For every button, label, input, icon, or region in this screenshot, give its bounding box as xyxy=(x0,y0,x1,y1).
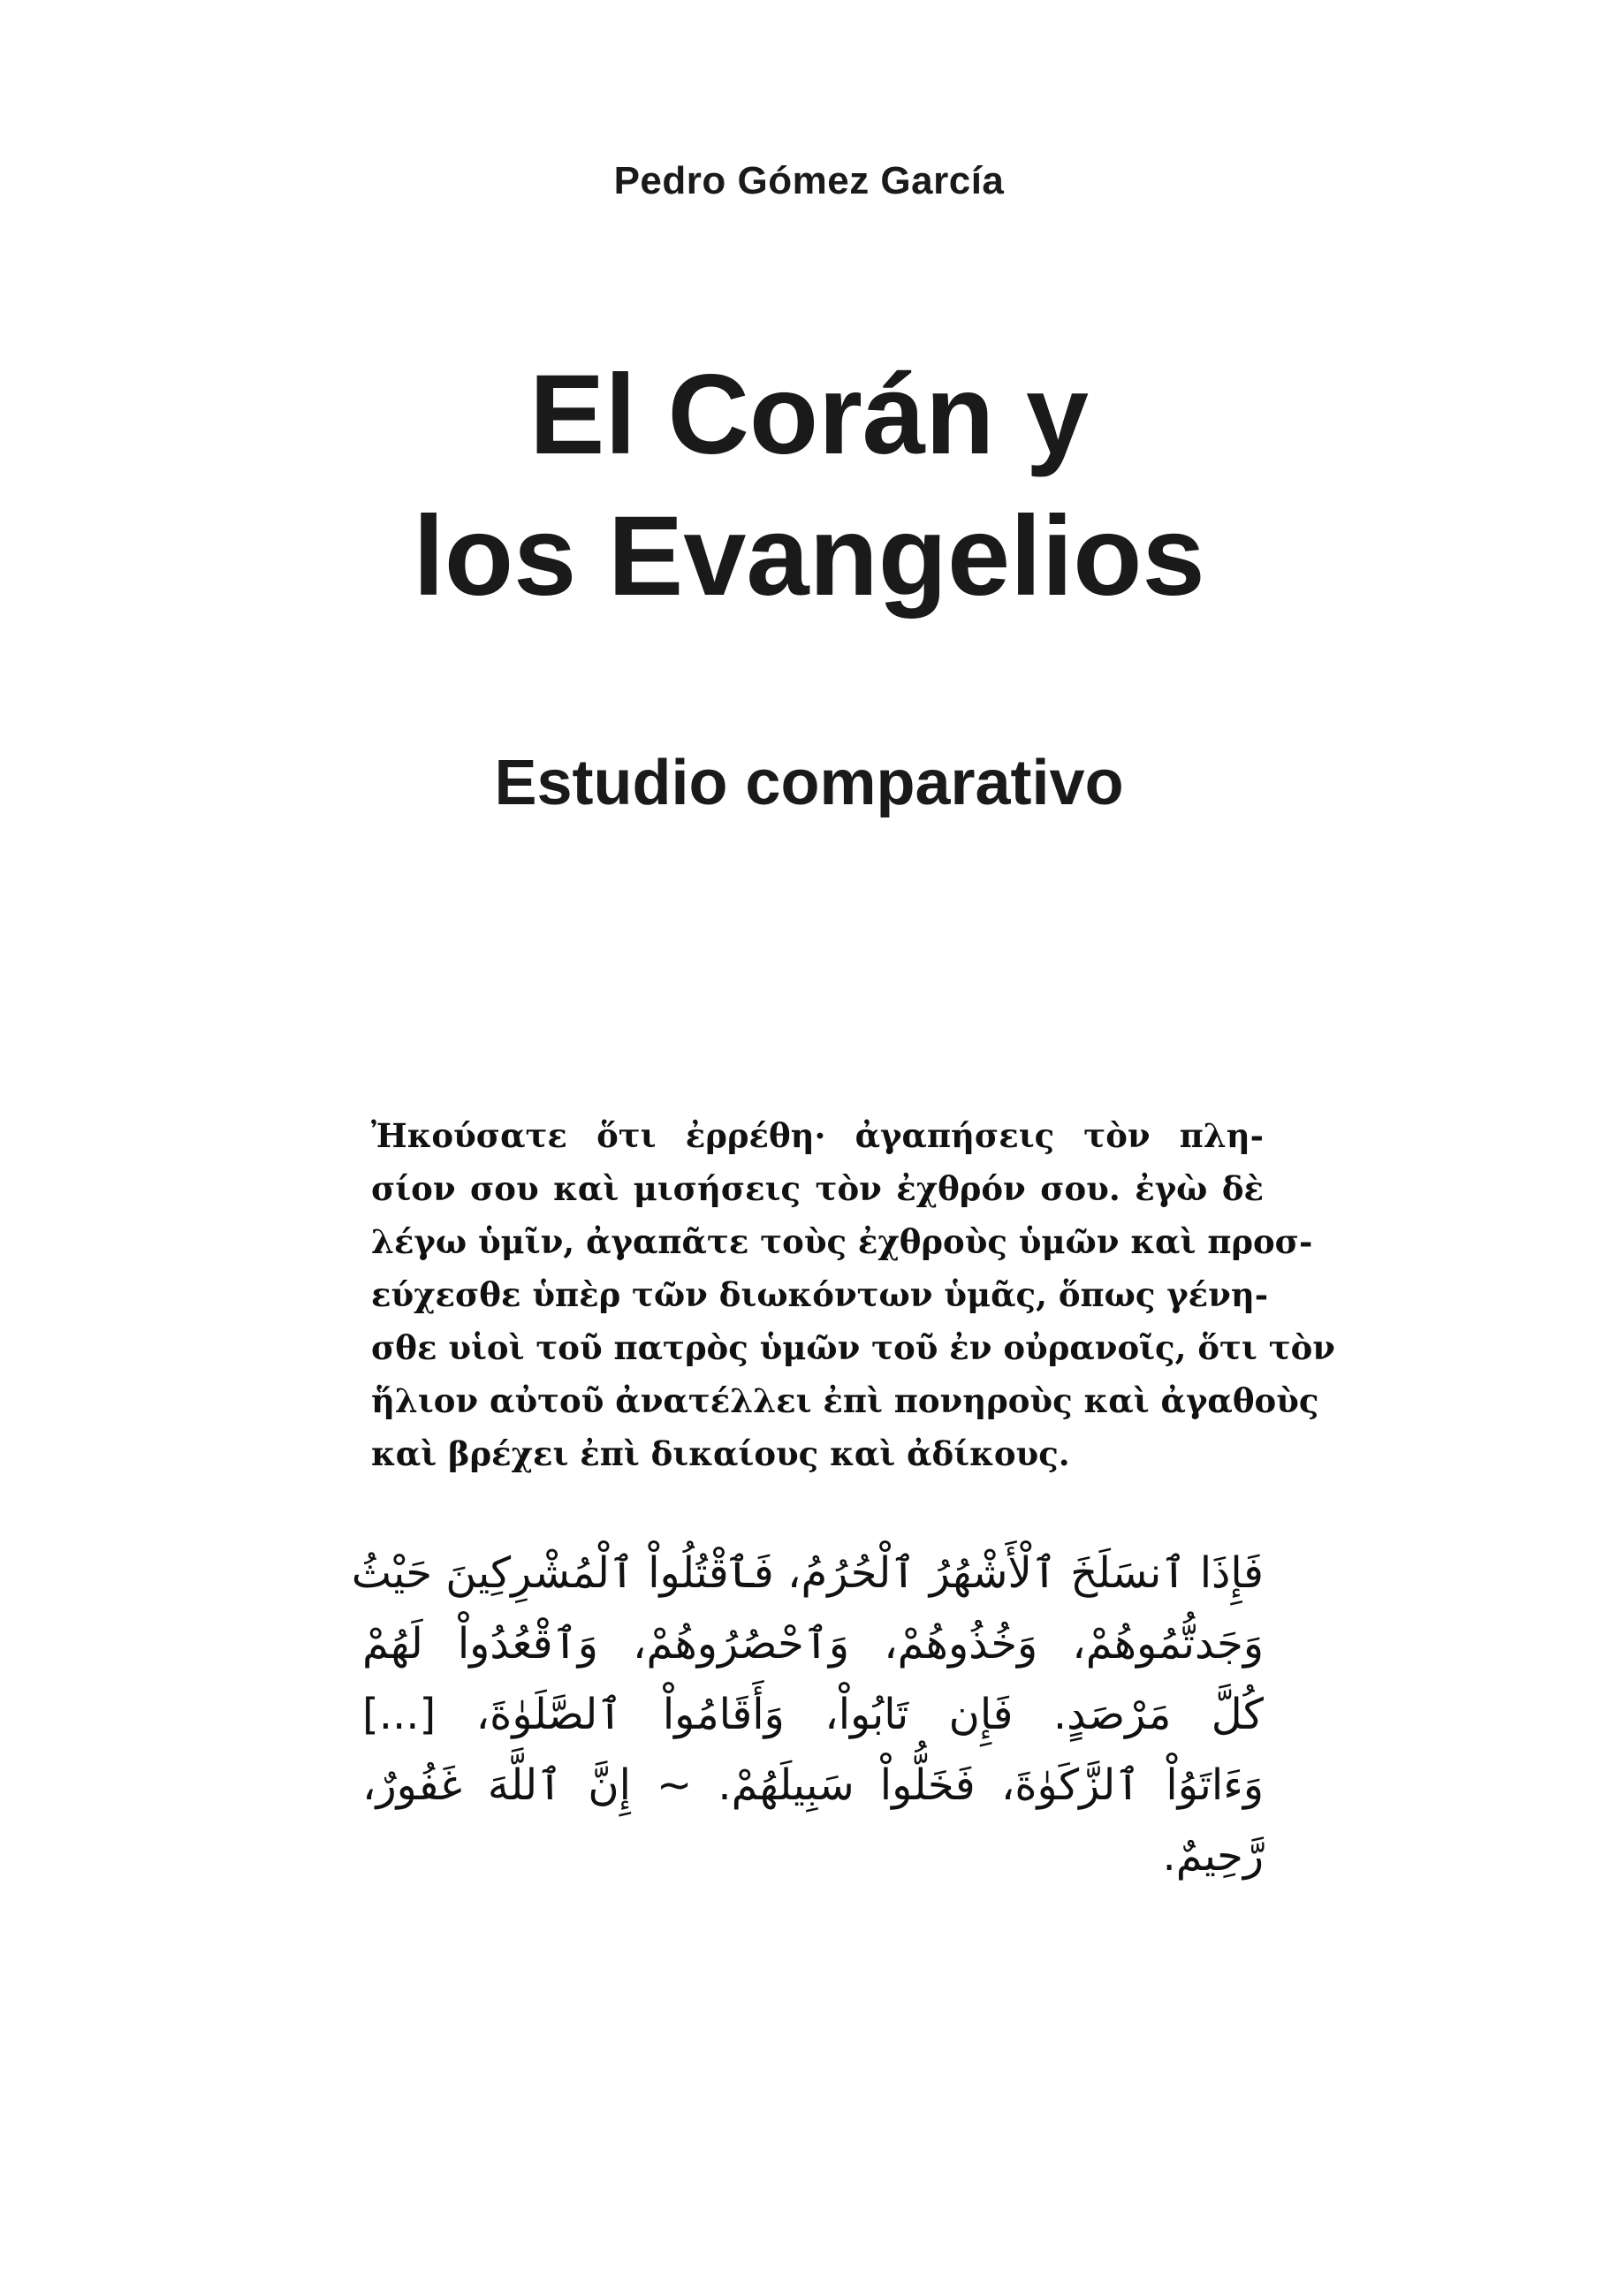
author-name: Pedro Gómez García xyxy=(613,159,1005,202)
greek-line: ἥλιον αὐτοῦ ἀνατέλλει ἐπὶ πονηροὺς καὶ ἀγαθοὺς xyxy=(371,1381,1319,1420)
book-subtitle: Estudio comparativo xyxy=(494,748,1124,818)
arabic-line: رَّحِيمٌ. xyxy=(1162,1831,1264,1881)
arabic-line: فَإِذَا ٱنسَلَخَ ٱلْأَشْهُرُ ٱلْحُرُمُ، فَٱقْتُلُواْ ٱلْمُشْرِكِينَ حَيْثُ xyxy=(351,1548,1264,1598)
book-title-line-1: El Corán y xyxy=(528,352,1090,478)
greek-line: λέγω ὑμῖν, ἀγαπᾶτε τοὺς ἐχθροὺς ὑμῶν καὶ προσ- xyxy=(371,1222,1313,1261)
greek-line: σίον σου καὶ μισήσεις τὸν ἐχθρόν σου. ἐγὼ δὲ xyxy=(371,1169,1264,1208)
greek-line: καὶ βρέχει ἐπὶ δικαίους καὶ ἀδίκους. xyxy=(371,1434,1070,1473)
greek-line: Ἠκούσατε ὅτι ἐρρέθη· ἀγαπήσεις τὸν πλη- xyxy=(371,1116,1264,1155)
arabic-line: وَجَدتُّمُوهُمْ، وَخُذُوهُمْ، وَٱحْصُرُوهُمْ، وَٱقْعُدُواْ لَهُمْ xyxy=(362,1619,1264,1669)
greek-gospel-passage xyxy=(371,1109,1335,1480)
book-title-line-2: los Evangelios xyxy=(413,493,1205,620)
arabic-line: كُلَّ مَرْصَدٍ. فَإِن تَابُواْ، وَأَقَامُواْ ٱلصَّلَوٰةَ، [...] xyxy=(362,1690,1264,1739)
greek-line: εύχεσθε ὑπὲρ τῶν διωκόντων ὑμᾶς, ὅπως γένη- xyxy=(371,1275,1269,1314)
arabic-line: وَءَاتَوُاْ ٱلزَّكَوٰةَ، فَخَلُّواْ سَبِيلَهُمْ. ~ إِنَّ ٱللَّهَ غَفُورٌ، xyxy=(362,1760,1264,1810)
greek-line: σθε υἱοὶ τοῦ πατρὸς ὑμῶν τοῦ ἐν οὐρανοῖς, ὅτι τὸν xyxy=(371,1328,1335,1367)
arabic-quran-passage xyxy=(351,1538,1264,1891)
book-title xyxy=(0,345,1618,627)
